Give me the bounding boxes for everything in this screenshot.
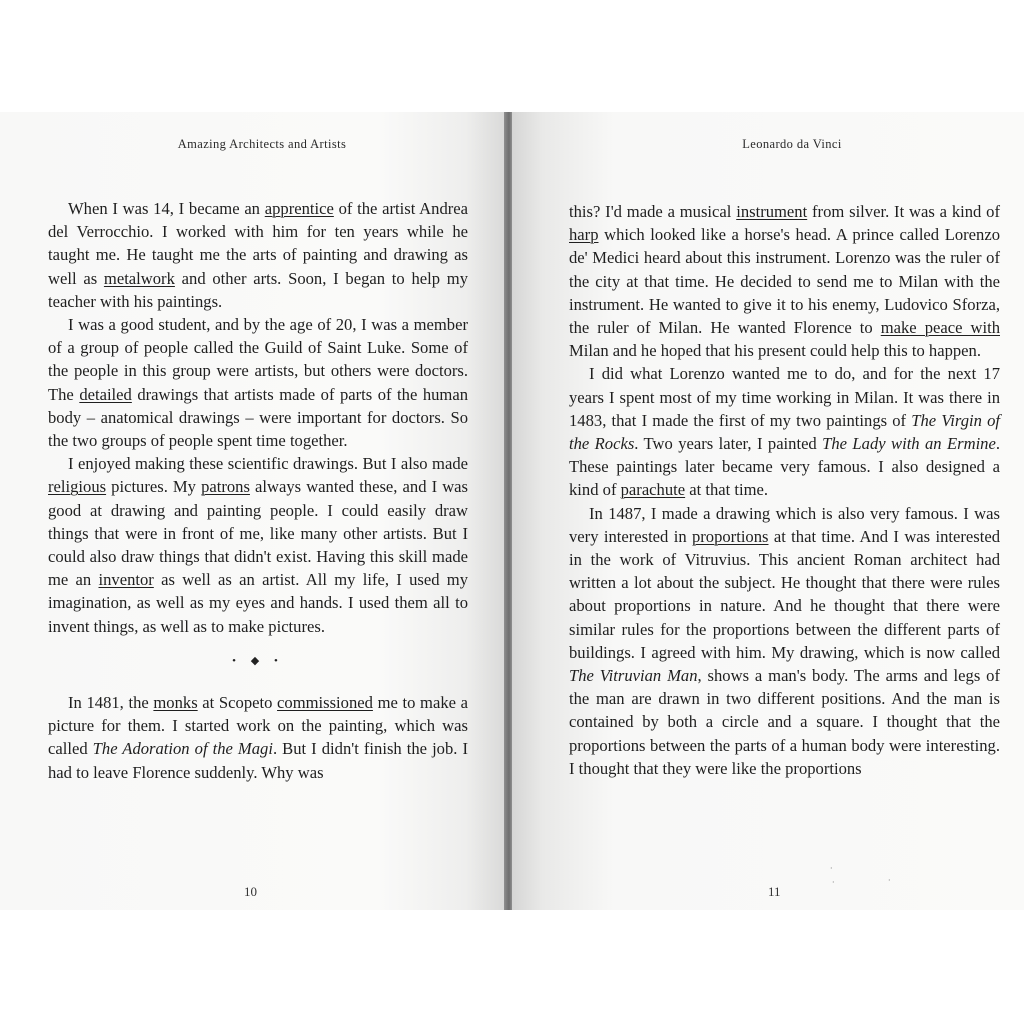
paragraph: this? I'd made a musical instrument from silver. It was a kind of harp which looked like a horse's head. A prince called Lorenzo de' Medici heard about this instrument. Lorenzo was the ruler of the city at that time. He decided to send me to Milan with the instrument. He wanted to give it to his enemy, Ludovico Sforza, the ruler of Milan. He wanted Florence to make peace with Milan and he hoped that his present could help this to happen. <box>569 202 1000 361</box>
left-body-text <box>48 197 468 784</box>
paragraph: In 1481, the monks at Scopeto commissioned me to make a picture for them. I started work on the painting, which was called The Adoration of the Magi. But I didn't finish the job. I had to leave Florence suddenly. Why was <box>48 693 468 782</box>
glossary-term: metalwork <box>103 268 175 288</box>
print-speck: · <box>832 878 835 887</box>
painting-title: The Adoration of the Magi <box>92 739 273 759</box>
running-head: Leonardo da Vinci <box>742 137 842 151</box>
paragraph: In 1487, I made a drawing which is also very famous. I was very interested in proportions at that time. And I was interested in the work of Vitruvius. This ancient Roman architect had written a lot about the subject. He thought that there were rules about proportions in nature. And he thought that there were similar rules for the proportions between the different parts of buildings. I agreed with him. My drawing, which is now called The Vitruvian Man, shows a man's body. The arms and legs of the man are drawn in two different positions. And the man is contained by both a circle and a square. I thought that the proportions between the parts of a human body were interesting. I thought that they were like the proportions <box>569 503 1000 778</box>
book-spread <box>0 112 1024 910</box>
section-break-ornament: • ◆ • <box>232 654 284 667</box>
print-speck: · <box>830 864 833 873</box>
glossary-term: inventor <box>98 570 154 590</box>
paragraph: I was a good student, and by the age of 20, I was a member of a group of people called the Guild of Saint Luke. Some of the people in this group were artists, but others were doctors. The detailed drawings that artists made of parts of the human body – anatomical drawings – were important for doctors. So the two groups of people spent time together. <box>48 315 468 451</box>
drawing-title: The Vitruvian Man <box>569 666 698 686</box>
paragraph: I enjoyed making these scientific drawings. But I also made religious pictures. My patrons always wanted these, and I was good at drawing and painting people. I could easily draw things that were in front of me, like many other artists. But I could also draw things that didn't exist. Having this skill made me an inventor as well as an artist. All my life, I used my imagination, as well as my eyes and hands. I used them all to invent things, as well as to make pictures. <box>48 454 468 636</box>
glossary-term: monks <box>153 693 198 713</box>
glossary-term: detailed <box>79 384 132 404</box>
glossary-term: instrument <box>736 202 808 221</box>
page-number: 10 <box>244 884 257 899</box>
running-head: Amazing Architects and Artists <box>177 137 347 151</box>
painting-title: The Lady with an Ermine <box>822 434 996 454</box>
painting-title: The Virgin of the Rocks <box>569 410 1000 454</box>
glossary-term: patrons <box>201 477 250 497</box>
glossary-term: proportions <box>691 526 769 546</box>
glossary-term: religious <box>48 477 107 497</box>
glossary-term: parachute <box>620 480 686 500</box>
paragraph: When I was 14, I became an apprentice of the artist Andrea del Verrocchio. I worked with him for ten years while he taught me. He taught me the arts of painting and drawing as well as metalwork and other arts. Soon, I began to help my teacher with his paintings. <box>48 199 468 311</box>
right-body-text <box>569 200 1000 780</box>
paragraph: I did what Lorenzo wanted me to do, and for the next 17 years I spent most of my time working in Milan. It was there in 1483, that I made the first of my two paintings of The Virgin of the Rocks. Two years later, I painted The Lady with an Ermine. These paintings later became very famous. I also designed a kind of parachute at that time. <box>569 364 1000 500</box>
page-number: 11 <box>768 884 781 899</box>
glossary-term: harp <box>569 225 599 245</box>
glossary-term: commissioned <box>277 693 373 713</box>
glossary-term: apprentice <box>264 199 334 218</box>
left-page <box>0 112 506 910</box>
print-speck: · <box>888 876 891 885</box>
right-page <box>512 112 1024 910</box>
glossary-term: make peace with <box>880 318 1000 338</box>
